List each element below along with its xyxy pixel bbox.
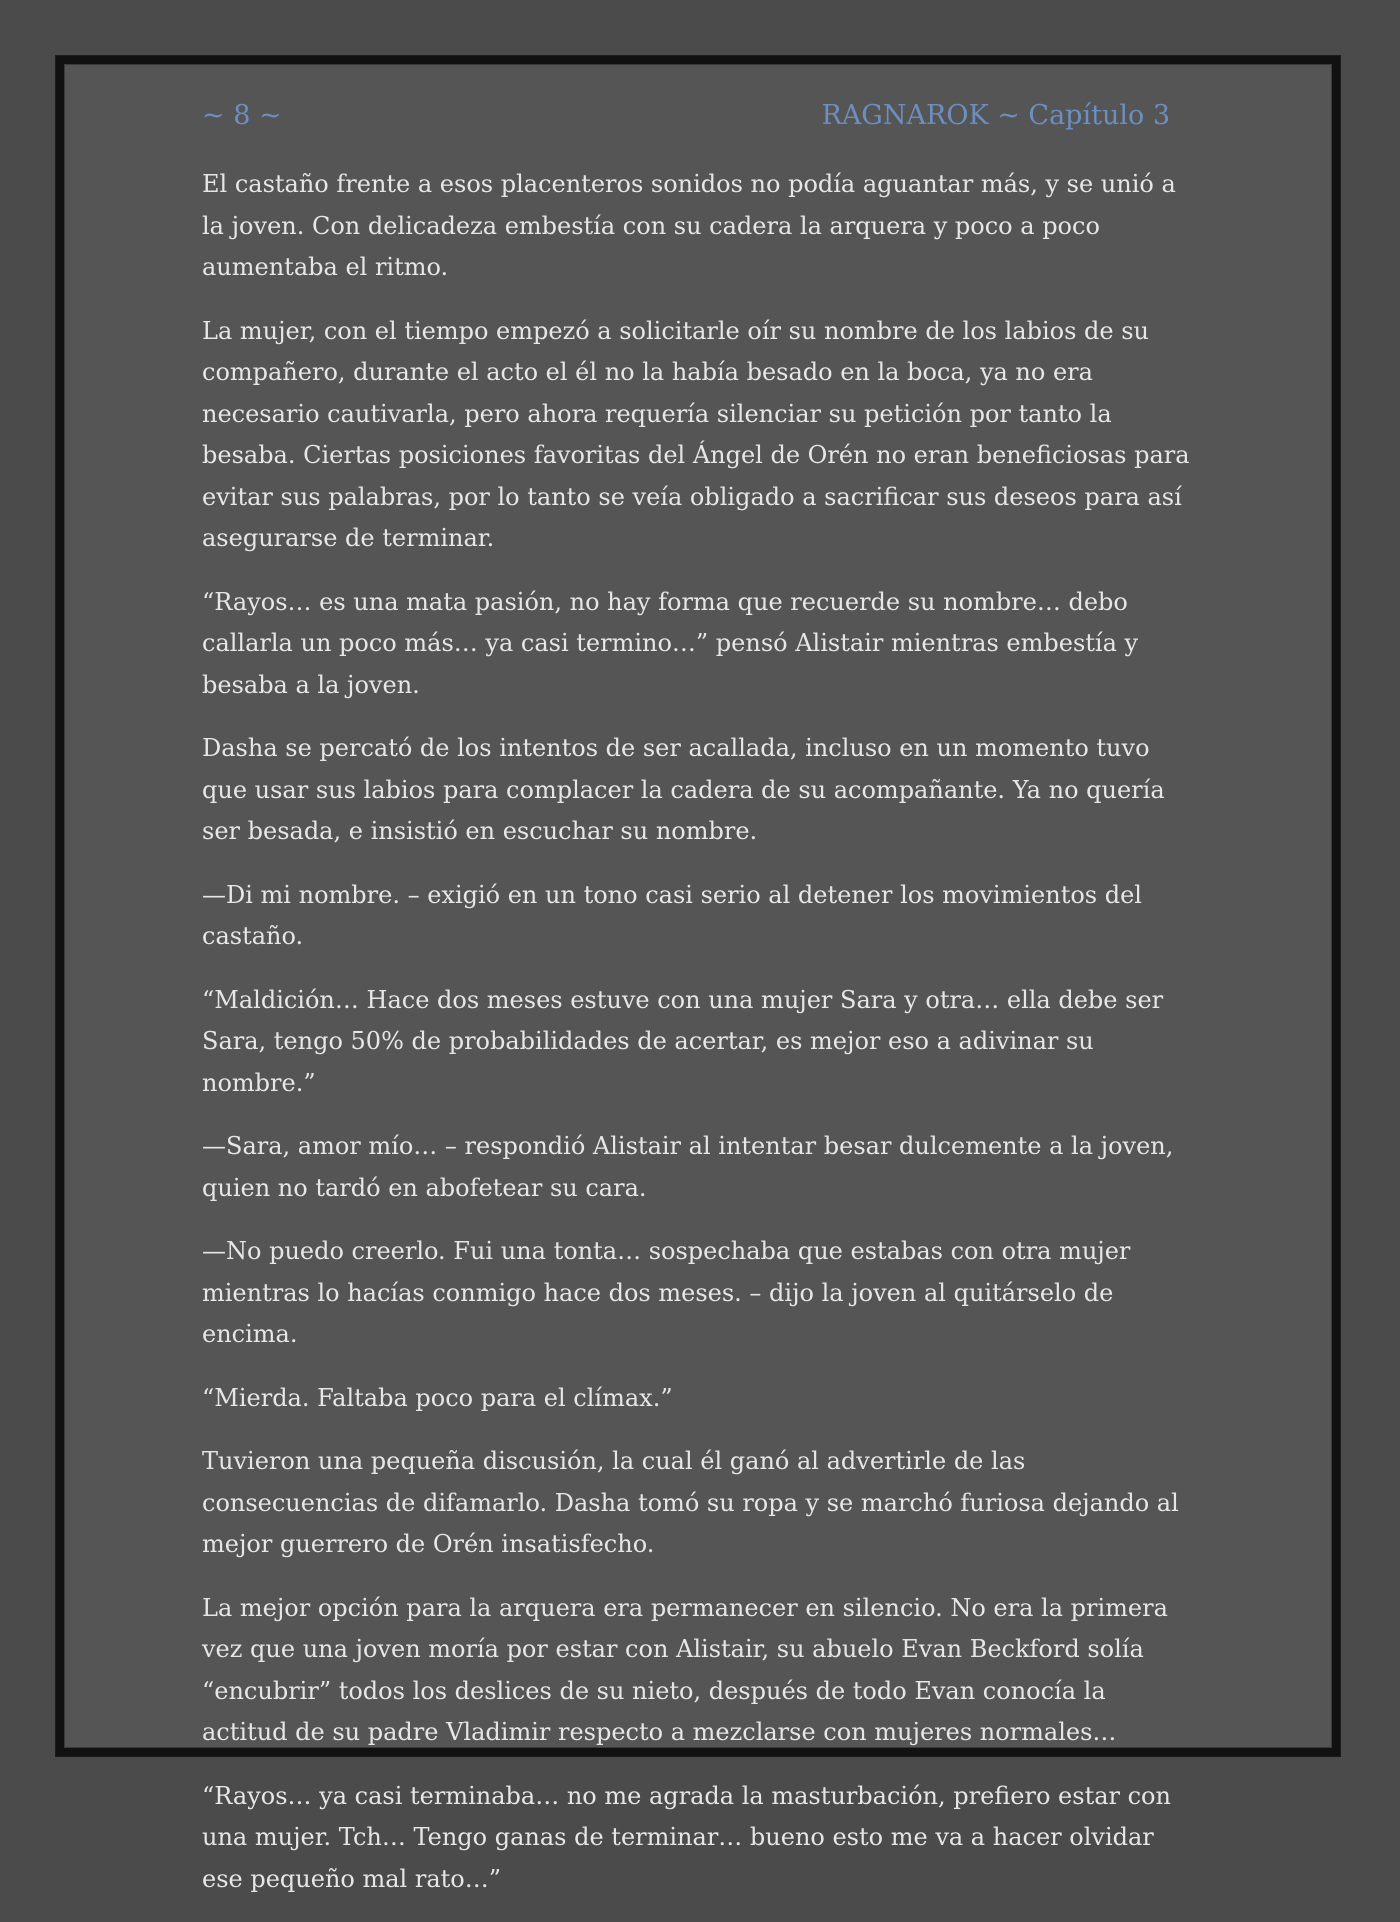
body-text xyxy=(202,164,1198,1922)
paragraph: “Mierda. Faltaba poco para el clímax.” xyxy=(202,1383,673,1412)
paragraph: “Rayos… es una mata pasión, no hay forma que recuerde su nombre… debo callarla un poco más… ya casi termino…” pensó Alistair mientras embestía y besaba a la joven. xyxy=(202,587,1139,699)
paragraph: Tuvieron una pequeña discusión, la cual él ganó al advertirle de las consecuencias de difamarlo. Dasha tomó su ropa y se marchó furiosa dejando al mejor guerrero de Orén insatisfecho. xyxy=(202,1447,1179,1558)
page-number: ~ 8 ~ xyxy=(202,100,282,131)
paragraph: —No puedo creerlo. Fui una tonta… sospechaba que estabas con otra mujer mientras lo hacías conmigo hace dos meses. – dijo la joven al quitárselo de encima. xyxy=(202,1237,1131,1348)
paragraph: —Sara, amor mío… – respondió Alistair al intentar besar dulcemente a la joven, quien no tardó en abofetear su cara. xyxy=(202,1132,1174,1202)
page-header xyxy=(202,90,1170,134)
paragraph: El castaño frente a esos placenteros sonidos no podía aguantar más, y se unió a la joven. Con delicadeza embestía con su cadera la arquera y poco a poco aumentaba el ritmo. xyxy=(202,170,1176,281)
page-frame xyxy=(56,56,1340,1893)
running-title: RAGNAROK ~ Capítulo 3 xyxy=(821,100,1170,131)
paragraph: La mejor opción para la arquera era permanecer en silencio. No era la primera vez que una joven moría por estar con Alistair, su abuelo Evan Beckford solía “encubrir” todos los deslices de su nieto, después de todo Evan conocía la actitud de su padre Vladimir respecto a mezclarse con mujeres normales… xyxy=(202,1593,1168,1746)
paragraph: —Di mi nombre. – exigió en un tono casi serio al detener los movimientos del castaño. xyxy=(202,880,1142,950)
paragraph: “Rayos… ya casi terminaba… no me agrada la masturbación, prefiero estar con una mujer. Tch… Tengo ganas de terminar… bueno esto me va a hacer olvidar ese pequeño mal rato…” xyxy=(202,1781,1171,1893)
paragraph: “Maldición… Hace dos meses estuve con una mujer Sara y otra… ella debe ser Sara, tengo 50% de probabilidades de acertar, es mejor eso a adivinar su nombre.” xyxy=(202,985,1164,1097)
paragraph: La mujer, con el tiempo empezó a solicitarle oír su nombre de los labios de su compañero, durante el acto el él no la había besado en la boca, ya no era necesario cautivarla, pero ahora requería silenciar su petición por tanto la besaba. Ciertas posiciones favoritas del Ángel de Orén no eran beneficiosas para evitar sus palabras, por lo tanto se veía obligado a sacrificar sus deseos para así asegurarse de terminar. xyxy=(202,316,1190,552)
paragraph: Dasha se percató de los intentos de ser acallada, incluso en un momento tuvo que usar sus labios para complacer la cadera de su acompañante. Ya no quería ser besada, e insistió en escuchar su nombre. xyxy=(202,734,1165,845)
